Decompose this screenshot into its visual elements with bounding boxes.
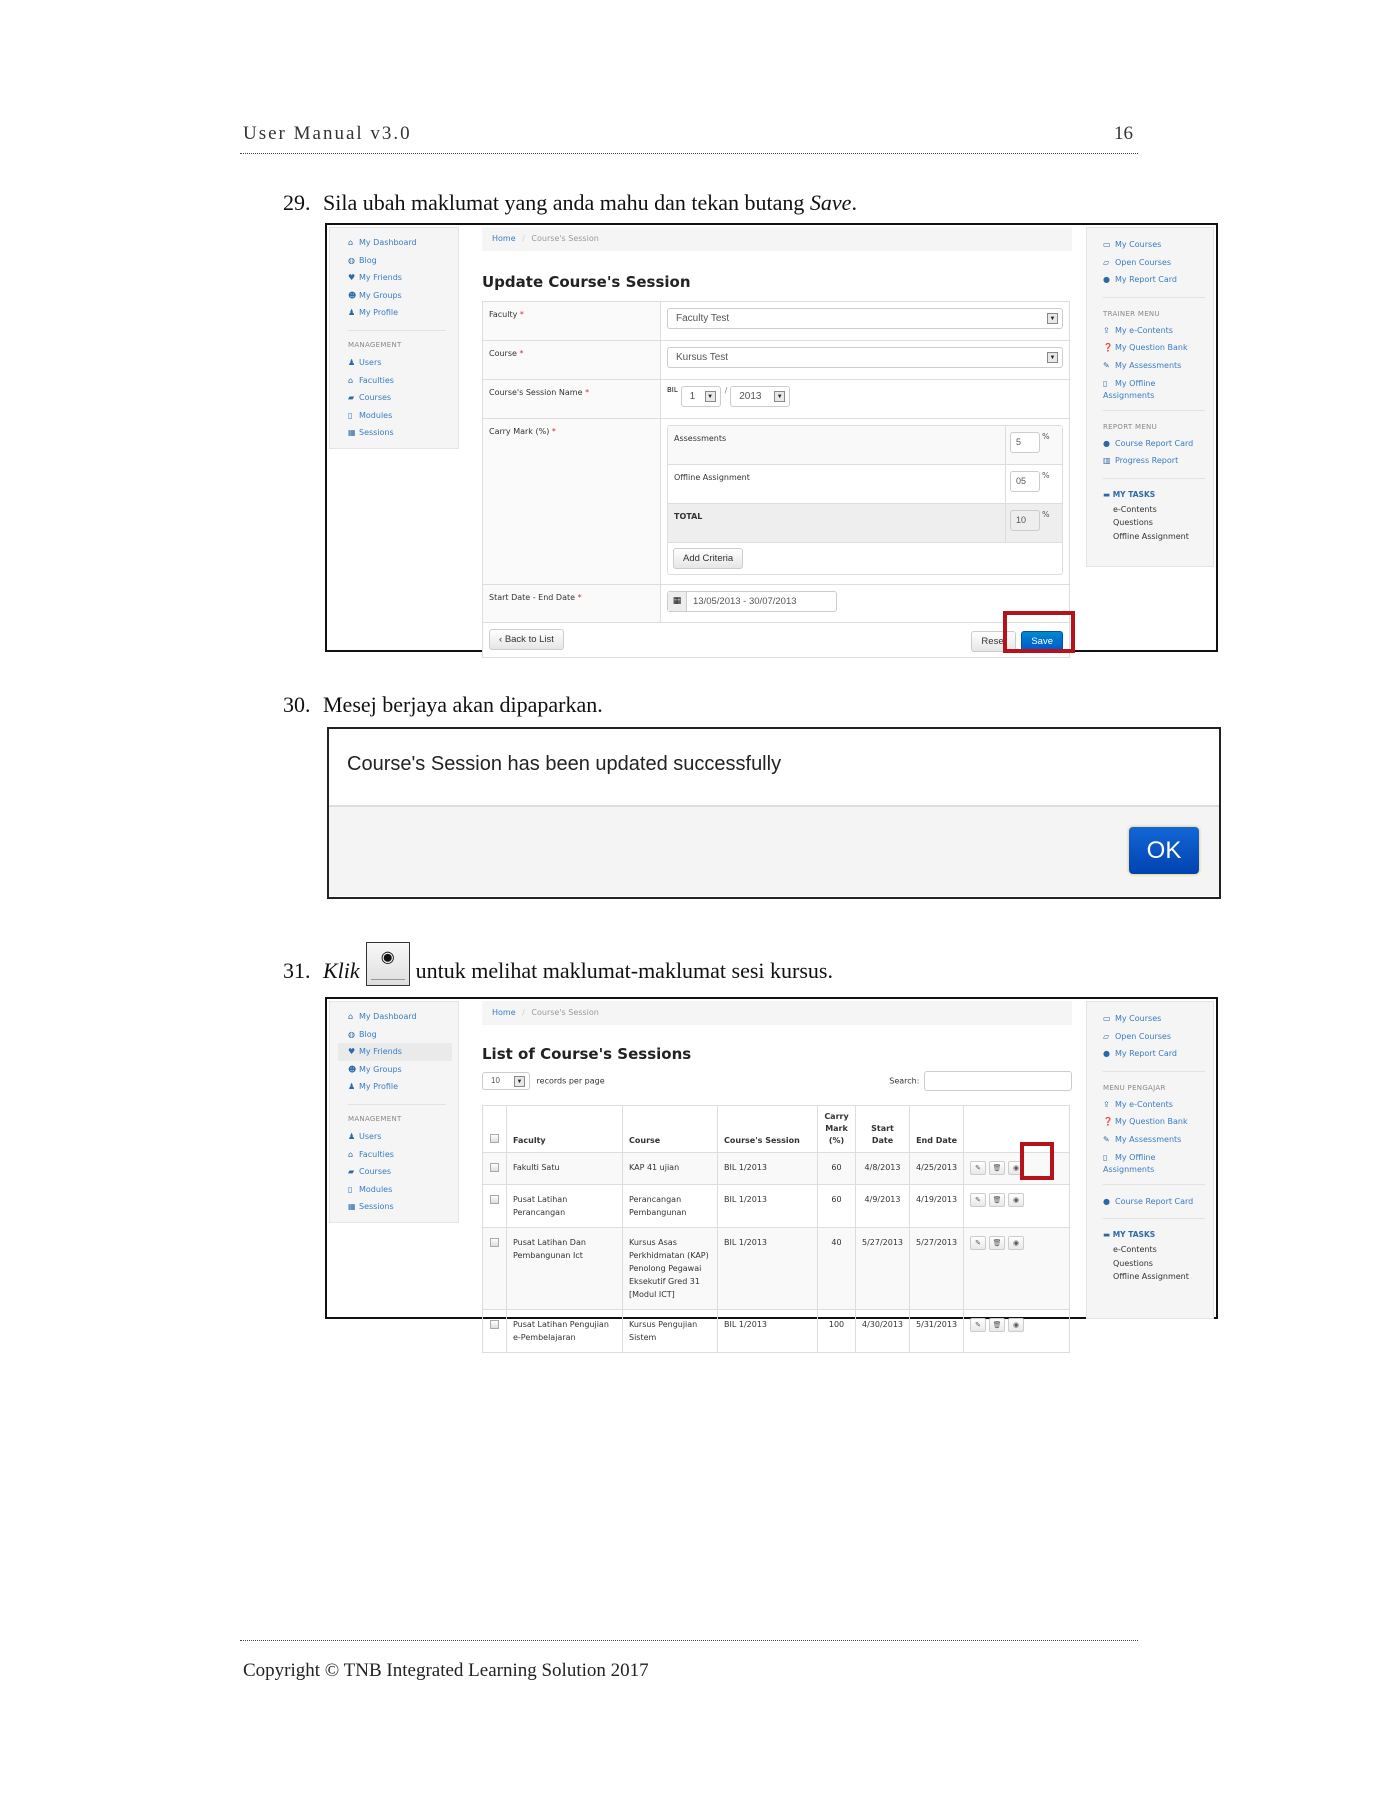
cell-carry-mark: 100 <box>818 1310 856 1353</box>
sidebar-label: Courses <box>359 393 392 403</box>
sidebar-item-progress-report[interactable]: ▥ Progress Report <box>1103 452 1205 470</box>
breadcrumb-separator: / <box>522 234 525 243</box>
edit-icon: ✎ <box>1103 360 1110 370</box>
folder-icon: ▭ <box>1103 1014 1111 1023</box>
sidebar-item-my-courses[interactable]: ▭ My Courses <box>1103 236 1205 254</box>
session-list-screenshot <box>325 997 1218 1342</box>
sidebar-item-users[interactable] <box>348 354 458 372</box>
eye-icon[interactable]: ◉ <box>1008 1318 1024 1332</box>
cell-end-date: 5/27/2013 <box>910 1228 964 1310</box>
sidebar-item-modules[interactable] <box>348 407 458 425</box>
date-label: Start Date - End Date * <box>483 585 661 622</box>
sidebar-divider <box>348 330 446 331</box>
table-header-row <box>483 1106 1070 1153</box>
calendar-icon: ▦ <box>348 428 356 438</box>
assessments-percent-input[interactable]: 5 <box>1010 432 1040 453</box>
save-highlight-box <box>1003 611 1075 653</box>
left-sidebar <box>329 227 459 449</box>
step-emphasis: Save <box>809 190 852 215</box>
eye-icon: ◉ <box>366 942 410 986</box>
sidebar-divider <box>348 1104 446 1105</box>
main-content <box>482 227 1072 658</box>
trainer-menu-heading: MENU PENGAJAR <box>1103 1083 1166 1092</box>
search-input[interactable] <box>924 1071 1072 1091</box>
table-row <box>483 1185 1070 1228</box>
right-sidebar <box>1086 1001 1214 1319</box>
user-icon: ♟ <box>348 1082 356 1092</box>
table-row <box>483 1228 1070 1310</box>
sidebar-item-users[interactable]: ♟ Users <box>348 1128 458 1146</box>
document-header-title: User Manual v3.0 <box>243 123 412 144</box>
sidebar-item-course-report-card[interactable]: ● Course Report Card <box>1103 1193 1205 1211</box>
criteria-row <box>668 465 1062 504</box>
column-header-start-date[interactable]: Start Date <box>856 1106 910 1153</box>
book-icon: ▰ <box>348 1167 355 1177</box>
copyright: Copyright © TNB Integrated Learning Solution 2017 <box>243 1660 649 1681</box>
breadcrumb-home[interactable]: Home <box>492 234 516 243</box>
carry-mark-row <box>483 419 1069 585</box>
globe-icon: ◍ <box>348 1029 355 1039</box>
sidebar-item-open-courses[interactable]: ▱ Open Courses <box>1103 1028 1205 1046</box>
records-per-page-select[interactable]: 10 ▼ <box>482 1072 530 1090</box>
step-emphasis: Klik <box>323 958 360 983</box>
user-icon: ♟ <box>348 357 356 367</box>
footer-divider <box>240 1640 1138 1641</box>
sidebar-item-faculties[interactable]: ⌂ Faculties <box>348 1146 458 1164</box>
main-content <box>482 1001 1072 1353</box>
breadcrumb <box>482 1001 1072 1025</box>
page-title: List of Course's Sessions <box>482 1045 692 1063</box>
cell-start-date: 4/8/2013 <box>856 1153 910 1185</box>
upload-icon: ⇪ <box>1103 325 1110 335</box>
task-item[interactable]: Questions <box>1113 518 1153 528</box>
carry-mark-label: Carry Mark (%) * <box>483 419 661 584</box>
session-name-row <box>483 380 1069 419</box>
row-checkbox[interactable] <box>490 1195 499 1204</box>
group-icon: ☻ <box>348 290 357 300</box>
update-session-form <box>482 301 1070 658</box>
circle-icon: ● <box>1103 438 1110 448</box>
cell-faculty: Fakulti Satu <box>507 1153 623 1185</box>
step-number: 31. <box>283 958 311 983</box>
success-message: Course's Session has been updated successfully <box>329 729 1219 807</box>
session-year-select[interactable]: 2013 ▼ <box>730 386 790 407</box>
date-range-input[interactable]: ▦ 13/05/2013 - 30/07/2013 <box>667 591 837 612</box>
back-to-list-button[interactable]: ‹ Back to List <box>489 629 564 650</box>
edit-icon[interactable]: ✎ <box>970 1318 986 1332</box>
total-label: TOTAL <box>668 504 1006 542</box>
table-row <box>483 1310 1070 1353</box>
edit-icon[interactable]: ✎ <box>970 1193 986 1207</box>
sidebar-item-sessions[interactable] <box>348 424 458 442</box>
chevron-down-icon: ▼ <box>705 391 716 402</box>
calendar-icon: ▦ <box>348 1202 356 1212</box>
cell-faculty: Pusat Latihan Perancangan <box>507 1185 623 1228</box>
cell-start-date: 4/30/2013 <box>856 1310 910 1353</box>
folder-icon: ▭ <box>1103 240 1111 249</box>
sidebar-label: My Groups <box>359 290 402 300</box>
chevron-down-icon: ▼ <box>774 391 785 402</box>
sidebar-item-groups[interactable]: ☻ My Groups <box>348 1061 458 1079</box>
sidebar-divider <box>1103 410 1205 411</box>
cell-carry-mark: 60 <box>818 1185 856 1228</box>
sidebar-label: Sessions <box>359 428 394 438</box>
cell-end-date: 4/19/2013 <box>910 1185 964 1228</box>
step-number: 30. <box>283 692 311 717</box>
sidebar-divider <box>1103 1184 1205 1185</box>
home-icon: ⌂ <box>348 1149 354 1159</box>
date-row <box>483 585 1069 623</box>
sidebar-item-friends[interactable]: ♥ My Friends <box>338 1043 452 1061</box>
percent-sign: % <box>1042 471 1050 480</box>
view-highlight-box <box>1020 1142 1054 1180</box>
step-text: Mesej berjaya akan dipaparkan. <box>323 692 603 717</box>
trash-icon[interactable]: 🗑 <box>989 1236 1005 1250</box>
right-sidebar <box>1086 227 1214 567</box>
column-header-faculty[interactable]: Faculty <box>507 1106 623 1153</box>
row-checkbox[interactable] <box>490 1320 499 1329</box>
sidebar-label: My Friends <box>359 273 402 283</box>
criteria-row <box>668 426 1062 465</box>
circle-icon: ● <box>1103 1049 1110 1059</box>
ok-button[interactable]: OK <box>1129 827 1199 874</box>
sidebar-item-offline-assignments[interactable]: ▯ My Offline Assignments <box>1103 1152 1156 1174</box>
table-row <box>483 1153 1070 1185</box>
sidebar-label: Blog <box>359 255 377 265</box>
sidebar-item-my-courses[interactable]: ▭ My Courses <box>1103 1010 1205 1028</box>
sidebar-label: My Dashboard <box>359 238 417 247</box>
heart-icon: ♥ <box>348 1047 356 1057</box>
folder-open-icon: ▱ <box>1103 1031 1110 1041</box>
left-sidebar <box>329 1001 459 1223</box>
sidebar-item-blog[interactable]: ◍ Blog <box>348 1026 458 1044</box>
sidebar-divider <box>1103 297 1205 298</box>
cell-course: Kursus Asas Perkhidmatan (KAP) Penolong Pegawai Eksekutif Gred 31 [Modul ICT] <box>623 1228 718 1310</box>
sidebar-item-e-contents[interactable]: ⇪ My e-Contents <box>1103 322 1205 340</box>
column-header-end-date[interactable]: End Date <box>910 1106 964 1153</box>
sidebar-item-sessions[interactable]: ▦ Sessions <box>348 1198 458 1216</box>
task-item[interactable]: Questions <box>1113 1258 1153 1268</box>
module-icon: ▯ <box>348 1184 353 1194</box>
course-select[interactable]: Kursus Test ▼ <box>667 347 1063 368</box>
add-criteria-wrap <box>668 543 1062 574</box>
session-separator: / <box>724 386 728 395</box>
records-per-page-label: records per page <box>536 1076 605 1086</box>
trash-icon[interactable]: 🗑 <box>989 1193 1005 1207</box>
cell-end-date: 5/31/2013 <box>910 1310 964 1353</box>
tasks-icon: ▬ <box>1103 1230 1113 1240</box>
trainer-menu-heading: TRAINER MENU <box>1103 309 1160 318</box>
task-item[interactable]: Offline Assignment <box>1113 531 1189 541</box>
total-row <box>668 504 1062 543</box>
bar-chart-icon: ▥ <box>1103 456 1111 466</box>
dashboard-icon: ⌂ <box>348 1012 354 1021</box>
offline-assignment-percent-input[interactable]: 05 <box>1010 471 1040 492</box>
question-icon: ❓ <box>1103 343 1113 353</box>
user-icon: ♟ <box>348 1131 356 1141</box>
sidebar-item-dashboard[interactable]: ⌂ My Dashboard <box>348 1008 458 1026</box>
sidebar-item-modules[interactable]: ▯ Modules <box>348 1181 458 1199</box>
cell-start-date: 4/9/2013 <box>856 1185 910 1228</box>
step-31 <box>283 940 833 984</box>
sidebar-item-open-courses[interactable]: ▱ Open Courses <box>1103 254 1205 272</box>
breadcrumb <box>482 227 1072 251</box>
task-item[interactable]: e-Contents <box>1113 1245 1157 1255</box>
eye-icon[interactable]: ◉ <box>1008 1193 1024 1207</box>
sidebar-item-blog[interactable] <box>348 252 458 270</box>
sidebar-item-assessments[interactable]: ✎ My Assessments <box>1103 357 1205 375</box>
step-text: Sila ubah maklumat yang anda mahu dan tekan butang <box>323 190 810 215</box>
update-session-screenshot <box>325 223 1218 652</box>
header-divider <box>240 153 1138 154</box>
column-header-session[interactable]: Course's Session <box>718 1106 818 1153</box>
course-row <box>483 341 1069 380</box>
heart-icon: ♥ <box>348 273 356 283</box>
faculty-select[interactable]: Faculty Test ▼ <box>667 308 1063 329</box>
my-tasks-heading: ▬ MY TASKS <box>1103 489 1156 499</box>
reset-button[interactable]: Reset <box>971 631 1016 652</box>
sidebar-item-course-report-card[interactable]: ● Course Report Card <box>1103 435 1205 453</box>
breadcrumb-home[interactable]: Home <box>492 1008 516 1017</box>
cell-start-date: 5/27/2013 <box>856 1228 910 1310</box>
sessions-table <box>482 1105 1070 1353</box>
sidebar-item-assessments[interactable]: ✎ My Assessments <box>1103 1131 1205 1149</box>
globe-icon: ◍ <box>348 255 355 265</box>
circle-icon: ● <box>1103 1196 1110 1206</box>
upload-icon: ⇪ <box>1103 1099 1110 1109</box>
save-button[interactable]: Save <box>1021 631 1063 652</box>
sidebar-label: Modules <box>359 410 393 420</box>
sidebar-label: Users <box>359 357 382 367</box>
task-item[interactable]: Offline Assignment <box>1113 1272 1189 1282</box>
form-actions <box>483 623 1069 657</box>
session-name-label: Course's Session Name * <box>483 380 661 418</box>
edit-icon[interactable]: ✎ <box>970 1161 986 1175</box>
dialog-footer <box>329 807 1219 896</box>
assignment-icon: ▯ <box>1103 1152 1108 1162</box>
total-percent-input: 10 <box>1010 510 1040 531</box>
edit-icon: ✎ <box>1103 1134 1110 1144</box>
folder-open-icon: ▱ <box>1103 257 1110 267</box>
sidebar-item-report-card[interactable]: ● My Report Card <box>1103 271 1205 289</box>
management-heading: MANAGEMENT <box>348 340 402 349</box>
step-number: 29. <box>283 190 311 215</box>
sidebar-divider <box>1103 478 1205 479</box>
cell-course: Kursus Pengujian Sistem <box>623 1310 718 1353</box>
sidebar-divider <box>1103 1071 1205 1072</box>
eye-icon[interactable]: ◉ <box>1008 1161 1024 1175</box>
report-menu-heading: REPORT MENU <box>1103 422 1157 431</box>
sidebar-item-offline-assignments[interactable]: ▯ My Offline Assignments <box>1103 378 1156 400</box>
sidebar-item-dashboard[interactable] <box>348 234 458 252</box>
sidebar-item-question-bank[interactable]: ❓ My Question Bank <box>1103 339 1205 357</box>
chevron-down-icon: ▼ <box>514 1076 525 1087</box>
circle-icon: ● <box>1103 275 1110 285</box>
select-all-checkbox[interactable] <box>490 1134 499 1143</box>
criteria-name: Assessments <box>668 426 1006 464</box>
sidebar-item-faculties[interactable] <box>348 372 458 390</box>
sidebar-item-question-bank[interactable]: ❓ My Question Bank <box>1103 1113 1205 1131</box>
add-criteria-button[interactable]: Add Criteria <box>673 548 743 569</box>
trash-icon[interactable]: 🗑 <box>989 1318 1005 1332</box>
page-number: 16 <box>1114 123 1133 144</box>
session-number-select[interactable]: 1 ▼ <box>681 386 721 407</box>
breadcrumb-current: Course's Session <box>531 1008 599 1017</box>
step-30 <box>283 692 603 718</box>
trash-icon[interactable]: 🗑 <box>989 1161 1005 1175</box>
session-prefix: BIL <box>667 386 678 394</box>
eye-icon[interactable]: ◉ <box>1008 1236 1024 1250</box>
percent-sign: % <box>1042 432 1050 441</box>
row-checkbox[interactable] <box>490 1163 499 1172</box>
my-tasks-heading: ▬ MY TASKS <box>1103 1230 1156 1240</box>
cell-end-date: 4/25/2013 <box>910 1153 964 1185</box>
table-toolbar <box>482 1071 1072 1091</box>
cell-carry-mark: 40 <box>818 1228 856 1310</box>
step-text: untuk melihat maklumat-maklumat sesi kursus. <box>415 958 833 983</box>
search-label: Search: <box>889 1076 920 1086</box>
sidebar-item-profile[interactable]: ♟ My Profile <box>348 1078 458 1096</box>
sidebar-label: My Profile <box>359 308 399 318</box>
task-item[interactable]: e-Contents <box>1113 504 1157 514</box>
sidebar-item-profile[interactable] <box>348 304 458 322</box>
criteria-table <box>667 425 1063 575</box>
sidebar-item-report-card[interactable]: ● My Report Card <box>1103 1045 1205 1063</box>
cell-course: Perancangan Pembangunan <box>623 1185 718 1228</box>
sidebar-item-groups[interactable] <box>348 287 458 305</box>
faculty-row <box>483 302 1069 341</box>
chevron-down-icon: ▼ <box>1047 352 1058 363</box>
cell-session: BIL 1/2013 <box>718 1310 818 1353</box>
sidebar-item-courses[interactable]: ▰ Courses <box>348 1163 458 1181</box>
step-29 <box>283 190 857 216</box>
module-icon: ▯ <box>348 410 353 420</box>
breadcrumb-current: Course's Session <box>531 234 599 243</box>
sidebar-item-friends[interactable] <box>348 269 458 287</box>
step-text-end: . <box>851 190 857 215</box>
group-icon: ☻ <box>348 1064 357 1074</box>
column-header-carry-mark[interactable]: Carry Mark (%) <box>818 1106 856 1153</box>
calendar-icon: ▦ <box>668 592 687 611</box>
criteria-name: Offline Assignment <box>668 465 1006 503</box>
cell-session: BIL 1/2013 <box>718 1153 818 1185</box>
tasks-icon: ▬ <box>1103 489 1113 499</box>
cell-session: BIL 1/2013 <box>718 1185 818 1228</box>
cell-carry-mark: 60 <box>818 1153 856 1185</box>
chevron-left-icon: ‹ <box>499 634 505 645</box>
book-icon: ▰ <box>348 393 355 403</box>
cell-course: KAP 41 ujian <box>623 1153 718 1185</box>
sidebar-label: Faculties <box>359 375 394 385</box>
course-label: Course * <box>483 341 661 379</box>
management-heading: MANAGEMENT <box>348 1114 402 1123</box>
cell-faculty: Pusat Latihan Dan Pembangunan Ict <box>507 1228 623 1310</box>
cell-session: BIL 1/2013 <box>718 1228 818 1310</box>
column-header-course[interactable]: Course <box>623 1106 718 1153</box>
row-checkbox[interactable] <box>490 1238 499 1247</box>
sidebar-item-e-contents[interactable]: ⇪ My e-Contents <box>1103 1096 1205 1114</box>
breadcrumb-separator: / <box>522 1008 525 1017</box>
faculty-label: Faculty * <box>483 302 661 340</box>
home-icon: ⌂ <box>348 375 354 385</box>
edit-icon[interactable]: ✎ <box>970 1236 986 1250</box>
success-dialog <box>327 727 1221 899</box>
dashboard-icon: ⌂ <box>348 238 354 247</box>
assignment-icon: ▯ <box>1103 378 1108 388</box>
user-icon: ♟ <box>348 308 356 318</box>
sidebar-divider <box>1103 1218 1205 1219</box>
percent-sign: % <box>1042 510 1050 519</box>
chevron-down-icon: ▼ <box>1047 313 1058 324</box>
sidebar-item-courses[interactable] <box>348 389 458 407</box>
question-icon: ❓ <box>1103 1117 1113 1127</box>
page-title: Update Course's Session <box>482 273 691 291</box>
cell-faculty: Pusat Latihan Pengujian e-Pembelajaran <box>507 1310 623 1353</box>
